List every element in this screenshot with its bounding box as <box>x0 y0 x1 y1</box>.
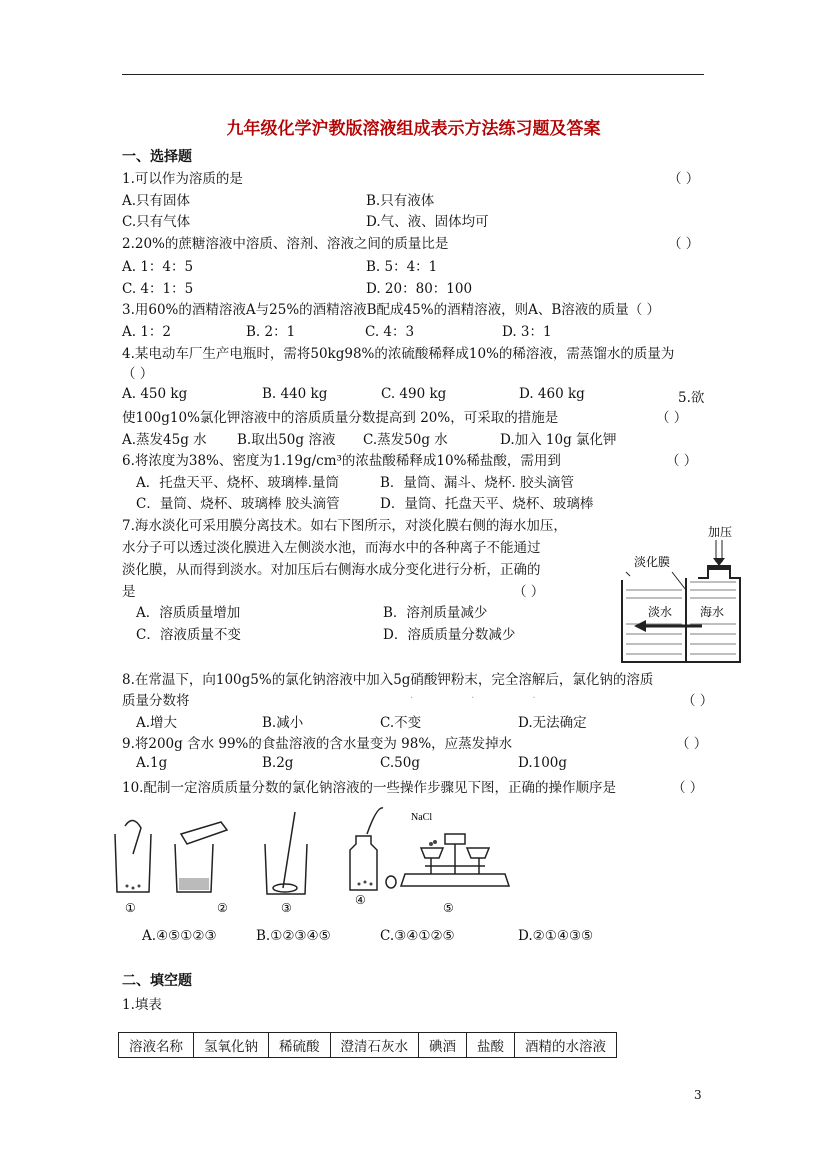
nacl-label: NaCl <box>411 812 433 823</box>
q2-stem: 2.20%的蔗糖溶液中溶质、溶剂、溶液之间的质量比是 <box>122 236 449 252</box>
header-rule <box>122 74 704 75</box>
step-5-label: ⑤ <box>443 901 454 915</box>
q3-option-b: B. 2：1 <box>246 324 296 340</box>
table-cell: 盐酸 <box>467 1033 515 1058</box>
q3-option-a: A. 1：2 <box>122 324 172 340</box>
q3-option-d: D. 3：1 <box>502 324 552 340</box>
fill-q1-stem: 1.填表 <box>122 997 162 1013</box>
sea-water-label: 海水 <box>700 605 725 619</box>
q1-answer-blank: （ ） <box>668 171 700 187</box>
q8-stem-line2: 质量分数将 <box>122 693 190 709</box>
q8-option-d: D.无法确定 <box>518 715 587 731</box>
q10-stem: 10.配制一定溶质质量分数的氯化钠溶液的一些操作步骤见下图，正确的操作顺序是 <box>122 780 616 796</box>
step-3-label: ③ <box>281 901 292 915</box>
table-cell: 碘酒 <box>419 1033 467 1058</box>
q8-option-c: C.不变 <box>380 715 422 731</box>
q2-option-b: B. 5：4：1 <box>366 259 438 275</box>
q2-answer-blank: （ ） <box>668 236 700 252</box>
q8-option-b: B.减小 <box>262 715 304 731</box>
q9-option-c: C.50g <box>380 755 420 771</box>
q7-stem-line1: 7.海水淡化可采用膜分离技术。如右下图所示，对淡化膜右侧的海水加压， <box>122 518 567 534</box>
membrane-desalination-figure <box>612 520 752 670</box>
solution-preparation-figure <box>105 804 545 916</box>
q6-option-c: C．量筒、烧杯、玻璃棒 胶头滴管 <box>136 496 340 512</box>
q4-option-a: A. 450 kg <box>122 386 188 402</box>
q4-answer-blank: （ ） <box>122 366 154 382</box>
q9-option-d: D.100g <box>518 755 568 771</box>
q4-stem: 4.某电动车厂生产电瓶时，需将50kg98%的浓硫酸稀释成10%的稀溶液，需蒸馏水的质量为 <box>122 346 675 362</box>
pressure-label: 加压 <box>708 525 733 539</box>
q1-stem: 1.可以作为溶质的是 <box>122 171 243 187</box>
fresh-water-label: 淡水 <box>648 605 673 619</box>
q8-answer-blank: （ ） <box>682 693 714 709</box>
q7-stem-line3: 淡化膜，从而得到淡水。对加压后右侧海水成分变化进行分析，正确的 <box>122 562 541 578</box>
q7-option-a: A．溶质质量增加 <box>136 605 241 621</box>
q6-option-a: A．托盘天平、烧杯、玻璃棒.量筒 <box>136 475 340 491</box>
q9-option-a: A.1g <box>136 755 168 771</box>
q2-option-c: C. 4：1：5 <box>122 281 194 297</box>
q5-number: 5.欲 <box>678 390 705 406</box>
step-2-label: ② <box>217 901 228 915</box>
q5-option-d: D.加入 10g 氯化钾 <box>500 432 617 448</box>
q7-option-d: D．溶质质量分数减少 <box>383 627 516 643</box>
q2-option-a: A. 1：4：5 <box>122 259 194 275</box>
q10-option-a: A.④⑤①②③ <box>142 928 217 944</box>
q8-stem-line1: 8.在常温下，向100g5%的氯化钠溶液中加入5g硝酸钾粉末，完全溶解后，氯化钠的溶质 <box>122 672 654 688</box>
q9-option-b: B.2g <box>262 755 294 771</box>
q2-option-d: D. 20：80：100 <box>366 281 473 297</box>
q7-answer-blank: （ ） <box>513 584 545 600</box>
section-heading-choice: 一、选择题 <box>122 149 192 165</box>
fill-table <box>118 1032 617 1058</box>
decorative-dots: ··· <box>410 693 594 704</box>
q9-stem: 9.将200g 含水 99%的食盐溶液的含水量变为 98%，应蒸发掉水 <box>122 736 513 752</box>
q7-option-c: C．溶液质量不变 <box>136 627 241 643</box>
q8-option-a: A.增大 <box>136 715 178 731</box>
q9-answer-blank: （ ） <box>676 736 708 752</box>
table-cell: 澄清石灰水 <box>330 1033 419 1058</box>
q4-option-c: C. 490 kg <box>381 386 447 402</box>
q1-option-c: C.只有气体 <box>122 214 191 230</box>
q4-option-d: D. 460 kg <box>519 386 585 402</box>
table-cell: 溶液名称 <box>119 1033 194 1058</box>
q5-stem: 使100g10%氯化钾溶液中的溶质质量分数提高到 20%，可采取的措施是 <box>122 410 559 426</box>
q10-answer-blank: （ ） <box>672 780 704 796</box>
q3-option-c: C. 4：3 <box>365 324 415 340</box>
table-row <box>119 1033 617 1058</box>
q7-stem-line4: 是 <box>122 584 136 600</box>
q10-option-d: D.②①④③⑤ <box>518 928 594 944</box>
q6-option-d: D．量筒、托盘天平、烧杯、玻璃棒 <box>380 496 594 512</box>
q5-option-b: B.取出50g 溶液 <box>237 432 336 448</box>
page-number: 3 <box>694 1088 702 1102</box>
q7-stem-line2: 水分子可以透过淡化膜进入左侧淡水池，而海水中的各种离子不能通过 <box>122 540 541 556</box>
step-1-label: ① <box>125 901 136 915</box>
q10-option-b: B.①②③④⑤ <box>256 928 331 944</box>
q1-option-b: B.只有液体 <box>366 193 435 209</box>
q3-stem: 3.用60%的酒精溶液A与25%的酒精溶液B配成45%的酒精溶液，则A、B溶液的质量（ ） <box>122 302 661 318</box>
q6-answer-blank: （ ） <box>666 453 698 469</box>
page-title: 九年级化学沪教版溶液组成表示方法练习题及答案 <box>226 119 601 139</box>
q1-option-a: A.只有固体 <box>122 193 191 209</box>
membrane-label: 淡化膜 <box>634 555 671 569</box>
q6-stem: 6.将浓度为38%、密度为1.19g/cm³的浓盐酸稀释成10%稀盐酸，需用到 <box>122 453 561 469</box>
q1-option-d: D.气、液、固体均可 <box>366 214 489 230</box>
step-4-label: ④ <box>355 893 366 907</box>
table-cell: 氢氧化钠 <box>194 1033 269 1058</box>
q5-option-c: C.蒸发50g 水 <box>363 432 448 448</box>
q5-option-a: A.蒸发45g 水 <box>122 432 207 448</box>
table-cell: 酒精的水溶液 <box>515 1033 617 1058</box>
q7-option-b: B．溶剂质量减少 <box>383 605 488 621</box>
table-cell: 稀硫酸 <box>269 1033 331 1058</box>
q6-option-b: B．量筒、漏斗、烧杯. 胶头滴管 <box>380 475 575 491</box>
q5-answer-blank: （ ） <box>656 410 688 426</box>
q10-option-c: C.③④①②⑤ <box>380 928 455 944</box>
q4-option-b: B. 440 kg <box>262 386 328 402</box>
section-heading-fill: 二、填空题 <box>122 973 192 989</box>
